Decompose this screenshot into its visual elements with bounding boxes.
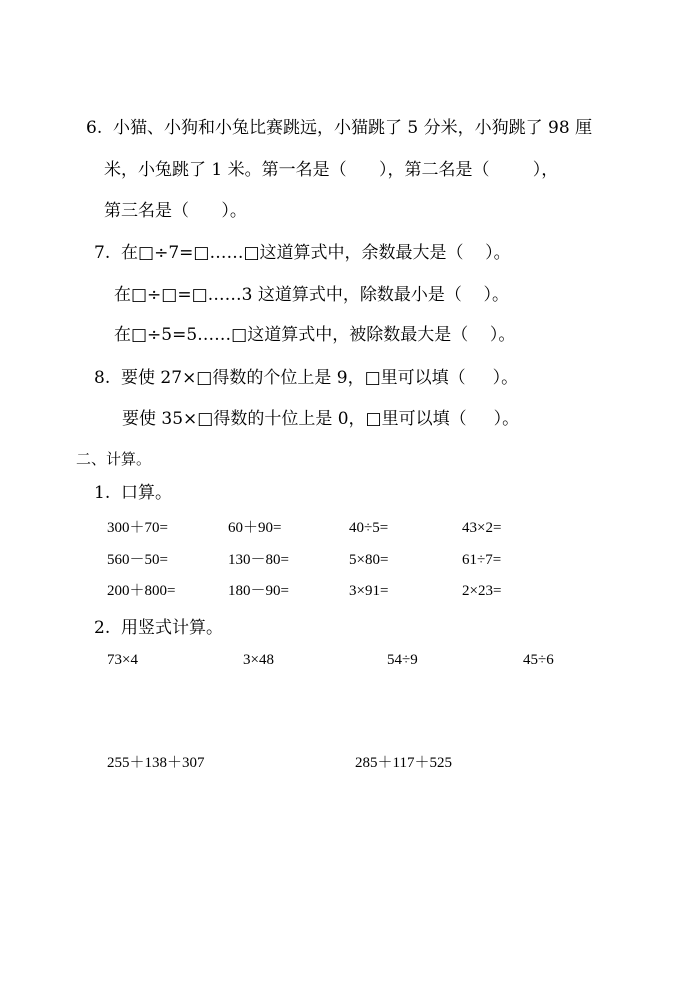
q6-line-3: 第三名是（ ）。 [104, 201, 247, 221]
vertical-calc-item: 54÷9 [387, 652, 418, 668]
oral-item: 5×80= [349, 552, 389, 568]
vertical-calc-heading: 2. 用竖式计算。 [94, 618, 224, 638]
oral-item: 61÷7= [462, 552, 502, 568]
vertical-calc-item: 45÷6 [523, 652, 554, 668]
oral-item: 130－80= [228, 552, 289, 568]
q8-line-2: 要使 35×□得数的十位上是 0，□里可以填（ ）。 [122, 409, 520, 429]
q8-line-1: 8. 要使 27×□得数的个位上是 9，□里可以填（ ）。 [94, 368, 519, 388]
oral-item: 2×23= [462, 583, 502, 599]
vertical-calc-item: 73×4 [107, 652, 138, 668]
oral-item: 40÷5= [349, 520, 389, 536]
oral-item: 560－50= [107, 552, 168, 568]
q7-line-2: 在□÷□=□……3 这道算式中，除数最小是（ ）。 [114, 285, 510, 305]
vertical-calc-item: 285＋117＋525 [355, 755, 452, 771]
q6-line-1: 6. 小猫、小狗和小兔比赛跳远，小猫跳了 5 分米，小狗跳了 98 厘 [86, 118, 593, 138]
oral-item: 180－90= [228, 583, 289, 599]
vertical-calc-item: 3×48 [243, 652, 274, 668]
q6-line-2: 米，小兔跳了 1 米。第一名是（ ），第二名是（ ）， [104, 160, 559, 180]
oral-item: 200＋800= [107, 583, 176, 599]
q7-line-1: 7. 在□÷7=□……□这道算式中，余数最大是（ ）。 [94, 243, 511, 263]
oral-item: 3×91= [349, 583, 389, 599]
section-2-heading: 二、计算。 [76, 450, 152, 468]
q7-line-3: 在□÷5=5……□这道算式中，被除数最大是（ ）。 [114, 325, 516, 345]
oral-item: 60＋90= [228, 520, 282, 536]
oral-item: 300＋70= [107, 520, 168, 536]
oral-item: 43×2= [462, 520, 502, 536]
oral-calc-heading: 1. 口算。 [94, 483, 173, 503]
vertical-calc-item: 255＋138＋307 [107, 755, 205, 771]
